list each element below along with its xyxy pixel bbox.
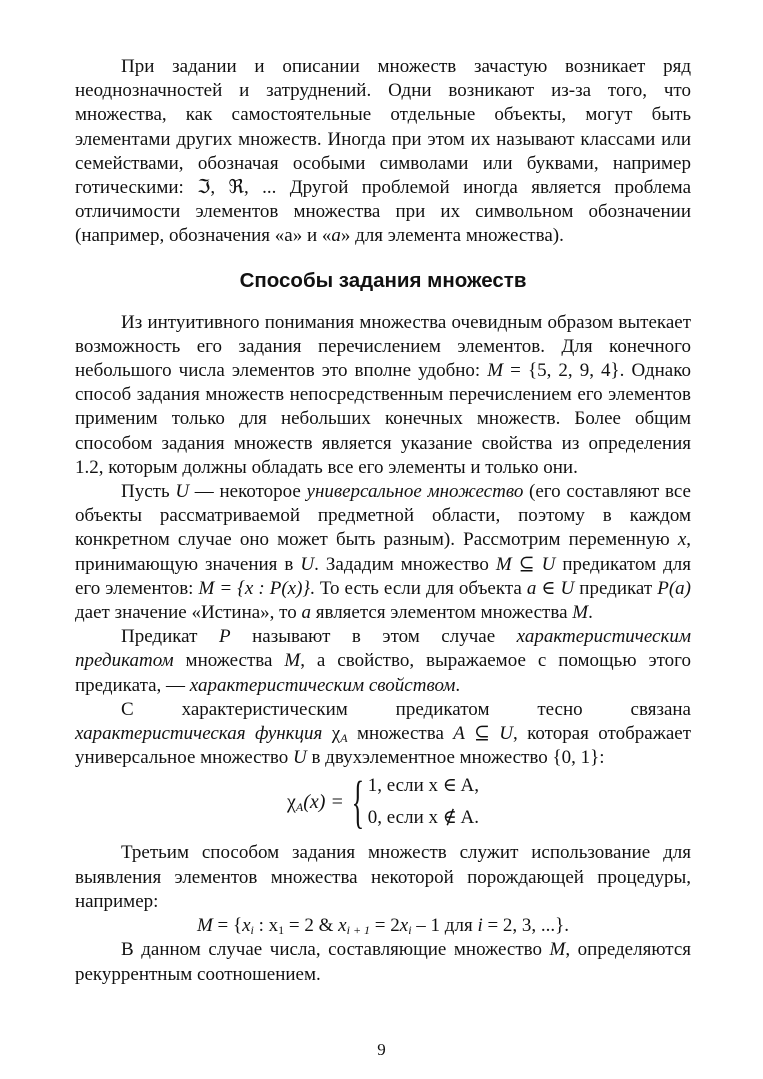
var-x: x xyxy=(338,915,347,937)
text: . Зададим множество xyxy=(314,553,496,575)
sub-1: 1 xyxy=(278,923,285,938)
text: = 2 xyxy=(370,915,400,937)
text: предикат xyxy=(574,577,658,599)
var-M: M xyxy=(284,650,301,672)
intro-text-end: » для элемента множества). xyxy=(340,225,564,247)
var-U: U xyxy=(175,481,190,503)
text: дает значение «Истина», то xyxy=(75,602,302,624)
var-P: P xyxy=(218,626,231,648)
expr-M-subset-U: M ⊆ U xyxy=(495,553,556,575)
text: = {5, 2, 9, 4}. Однако способ задания множеств непосредственным перечислением его элементов применим только для небольших конечных множеств. Более общим способом задания множеств является указание свойства из определения 1.2, которым должны обладать все его элементы и только они. xyxy=(75,360,691,478)
recurrence-formula xyxy=(75,914,691,938)
text: : x xyxy=(253,915,279,937)
paragraph-universal-set xyxy=(75,480,691,625)
var-x: x xyxy=(399,915,409,937)
expr-M-predicate: M = {x : P(x)} xyxy=(198,577,311,599)
text: Из интуитивного понимания множества очевидным образом вытекает возможность его задания перечислением элементов. Для конечного небольшого числа элементов это вполне удобно: xyxy=(75,311,691,382)
var-M: M xyxy=(487,360,504,382)
text: в двухэлементное множество {0, 1}: xyxy=(306,747,605,769)
intro-italic-a: a xyxy=(331,225,341,247)
paragraph-characteristic-function xyxy=(75,698,691,771)
formula-cases xyxy=(368,774,479,830)
text: Пусть xyxy=(121,481,176,503)
characteristic-function-formula xyxy=(75,769,691,835)
text: , а свойство, выражаемое с помощью этого предиката, — xyxy=(75,650,691,696)
expr-a-in-U: a ∈ U xyxy=(526,577,575,599)
formula-case-2: 0, если x ∉ A. xyxy=(367,807,479,829)
term-characteristic-function: характеристическая функция xyxy=(75,723,323,745)
chi-symbol: χ xyxy=(322,723,341,745)
text: , определяются рекуррентным соотношением. xyxy=(75,939,691,985)
formula-case-1: 1, если x ∈ A, xyxy=(367,775,479,797)
text: . То есть если для объекта xyxy=(310,577,527,599)
paragraph-enumeration xyxy=(75,311,691,480)
var-x: x xyxy=(677,529,687,551)
var-M: M xyxy=(572,602,589,624)
section-heading: Способы задания множеств xyxy=(239,268,527,292)
text: множества xyxy=(347,723,454,745)
text: = { xyxy=(212,915,243,937)
text: С характеристическим предикатом тесно связана xyxy=(121,698,691,720)
var-a: a xyxy=(301,602,311,624)
sub-i-plus-1: i + 1 xyxy=(346,923,371,938)
text: является элементом множества xyxy=(310,602,573,624)
sub-i: i xyxy=(408,923,412,938)
text: называют в этом случае xyxy=(230,626,517,648)
paragraph-recurrence xyxy=(75,938,691,986)
term-universal-set: универсальное множество xyxy=(306,481,524,503)
text: предикатом для его элементов: xyxy=(75,553,691,599)
text: = 2 & xyxy=(284,915,339,937)
paragraph-generating-procedure: Третьим способом задания множеств служит использование для выявления элементов множества некоторой порождающей процедуры, например: xyxy=(75,842,691,912)
paragraph-characteristic-predicate xyxy=(75,625,691,698)
sub-i: i xyxy=(250,923,254,938)
expr-P-a: P(a) xyxy=(657,577,691,599)
text: . xyxy=(455,674,461,696)
text: В данном случае числа, составляющие множество xyxy=(121,939,550,961)
chi-subscript: A xyxy=(340,731,348,746)
text: – 1 для xyxy=(411,915,478,937)
var-x: x xyxy=(242,915,251,937)
intro-paragraph xyxy=(75,55,691,249)
page-body xyxy=(75,55,691,987)
text: , которая отображает универсальное множество xyxy=(75,723,692,769)
text: (его составляют все объекты рассматриваемой предметной области, поэтому в каждом конкретном случае оно может быть разным). Рассмотрим переменную xyxy=(75,481,691,551)
term-characteristic-predicate: характеристическим предикатом xyxy=(75,626,691,672)
term-characteristic-property: характеристическим свойством xyxy=(189,674,456,696)
text: , принимающую значения в xyxy=(75,529,691,575)
var-M: M xyxy=(549,939,566,961)
text: Предикат xyxy=(121,626,219,648)
formula-argument: (x) = xyxy=(303,791,344,814)
left-brace: { xyxy=(351,769,365,835)
formula-lhs xyxy=(287,790,344,814)
var-U: U xyxy=(300,553,315,575)
var-i: i xyxy=(477,915,483,937)
formula-chi-subscript: A xyxy=(295,800,304,815)
var-U: U xyxy=(292,747,307,769)
text: . xyxy=(588,602,593,624)
text: — некоторое xyxy=(189,481,307,503)
var-M: M xyxy=(196,915,213,937)
expr-A-subset-U: A ⊆ U xyxy=(453,723,514,745)
formula-chi: χ xyxy=(286,791,296,814)
text: множества xyxy=(173,650,285,672)
page-number: 9 xyxy=(377,1040,386,1059)
text: = 2, 3, ...}. xyxy=(482,915,570,937)
intro-text: При задании и описании множеств зачастую возникает ряд неоднозначностей и затруднений. Одни возникают из-за того, что множества, как самостоятельные отдельные объекты, могут быть элементами других множеств. Иногда при этом их называют классами или семействами, обозначая особыми символами или буквами, например готическими: ℑ, ℜ, ... Другой проблемой иногда является проблема отличимости элементов множества при их символьном обозначении (например, обозначения «а» и « xyxy=(75,56,691,247)
